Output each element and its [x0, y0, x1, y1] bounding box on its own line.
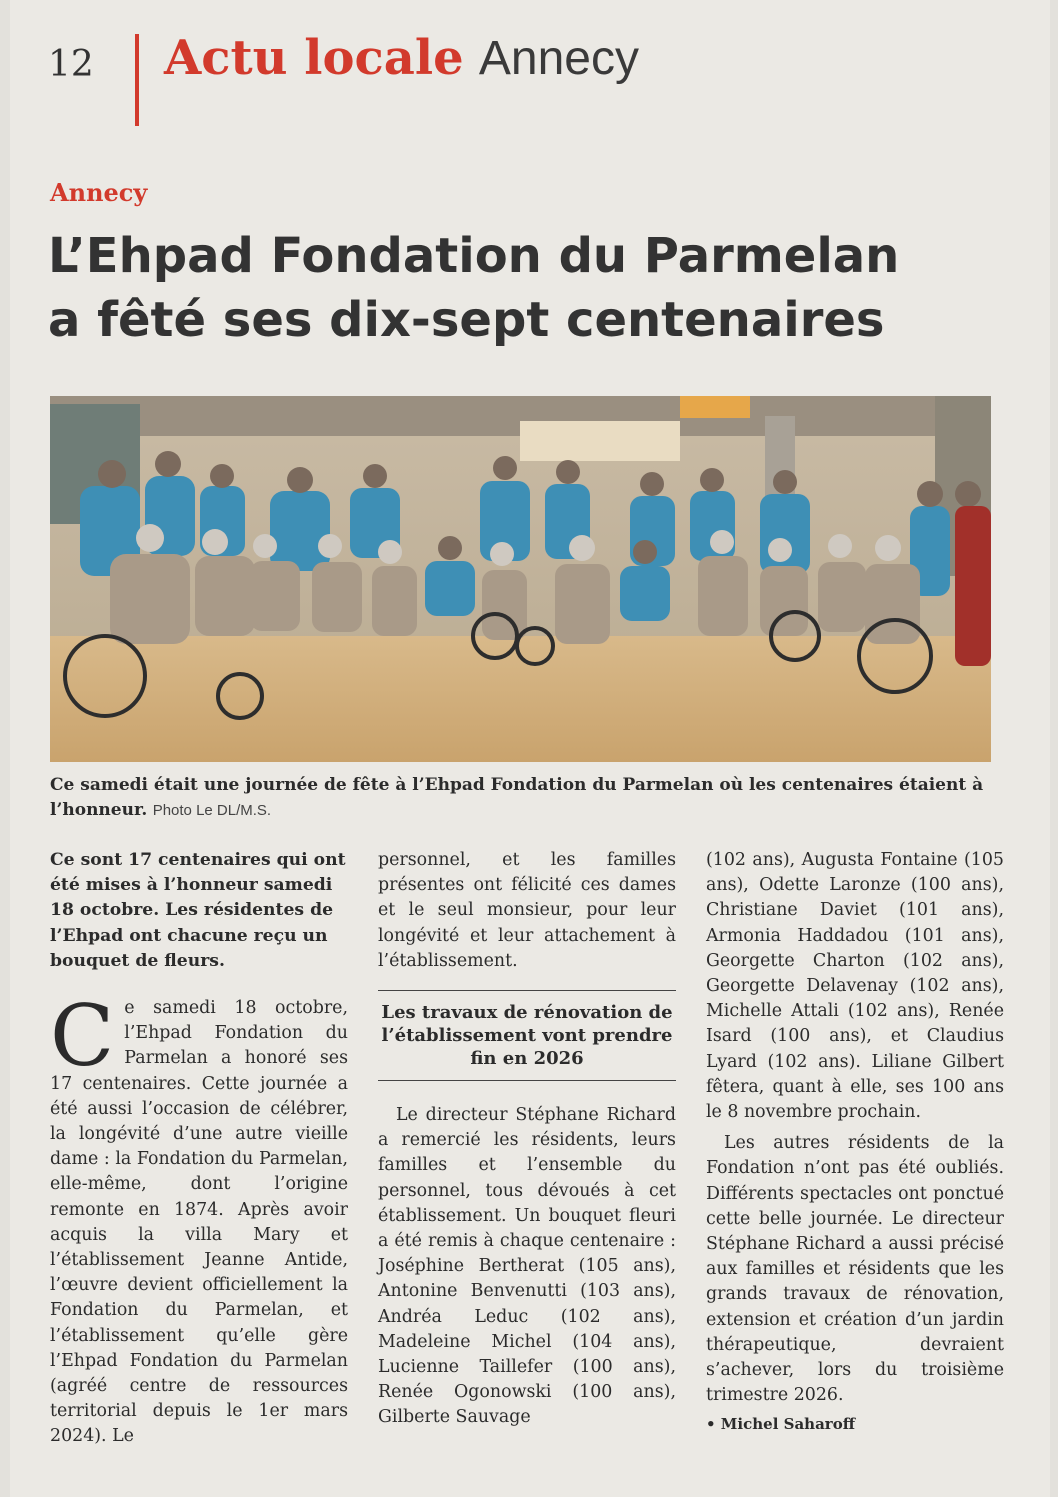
- article-column-2: [378, 848, 676, 1431]
- headline-line-2: a fêté ses dix-sept centenaires: [48, 292, 885, 348]
- article-paragraph-2: personnel, et les familles présentes ont félicité ces dames et le seul monsieur, pour leur longévité et leur attachement à l’établissement.: [378, 850, 676, 971]
- group-photo-illustration: [50, 396, 991, 762]
- page-number: 12: [48, 44, 94, 85]
- rubric-header: [164, 30, 639, 86]
- article-kicker: Annecy: [50, 178, 148, 207]
- article-paragraph-1: [50, 987, 348, 1450]
- rubric-label: Actu locale: [164, 30, 464, 86]
- article-paragraph-4: (102 ans), Augusta Fontaine (105 ans), Odette Laronze (100 ans), Christiane Daviet (101 ans), Armonia Haddadou (101 ans), Georgette Charton (102 ans), Georgette Delavenay (102 ans), Michelle Attali (102 ans), Renée Isard (100 ans), et Claudius Lyard (102 ans). Liliane Gilbert fêtera, quant à elle, ses 100 ans le 8 novembre prochain.: [706, 850, 1004, 1123]
- rubric-divider: [135, 34, 139, 126]
- article-signature: • Michel Saharoff: [706, 1415, 856, 1434]
- caption-text: Ce samedi était une journée de fête à l’Ehpad Fondation du Parmelan où les centenaires étaient à l’honneur.: [50, 775, 984, 820]
- newspaper-page: [10, 0, 1050, 1497]
- article-headline: [48, 224, 1028, 352]
- photo-caption: [50, 773, 1010, 823]
- group-photo: [50, 396, 991, 762]
- article-lead: Ce sont 17 centenaires qui ont été mises à l’honneur samedi 18 octobre. Les résidentes de l’Ehpad ont chacune reçu un bouquet de fleurs.: [50, 850, 346, 971]
- article-paragraph-3: Le directeur Stéphane Richard a remercié les résidents, leurs familles et l’ensemble du personnel, tous dévoués à cet établissement. Un bouquet fleuri a été remis à chaque centenaire : Joséphine Bertherat (105 ans), Antonine Benvenutti (103 ans), Andréa Leduc (102 ans), Madeleine Michel (104 ans), Lucienne Taillefer (100 ans), Renée Ogonowski (100 ans), Gilberte Sauvage: [378, 1105, 676, 1428]
- article-intertitle: Les travaux de rénovation de l’établissement vont prendre fin en 2026: [378, 990, 676, 1081]
- rubric-city: Annecy: [478, 32, 639, 85]
- article-column-1: [50, 848, 348, 1450]
- headline-line-1: L’Ehpad Fondation du Parmelan: [48, 228, 900, 284]
- photo-credit: Photo Le DL/M.S.: [152, 802, 272, 819]
- article-column-3: [706, 848, 1004, 1438]
- article-paragraph-5: Les autres résidents de la Fondation n’ont pas été oubliés. Différents spectacles ont ponctué cette belle journée. Le directeur Stéphane Richard a aussi précisé aux familles et résidents que les grands travaux de rénovation, extension et création d’un jardin thérapeutique, devraient s’achever, lors du troisième trimestre 2026.: [706, 1133, 1004, 1406]
- drop-cap: C: [50, 987, 115, 1086]
- paragraph-1-text: e samedi 18 octobre, l’Ehpad Fondation du Parmelan a honoré ses 17 centenaires. Cette journée a été aussi l’occasion de célébrer, la longévité d’une autre vieille dame : la Fondation du Parmelan, elle-même, dont l’origine remonte en 1874. Après avoir acquis la villa Mary et l’établissement Jeanne Antide, l’œuvre devient officiellement la Fondation du Parmelan, et l’établissement qu’elle gère l’Ehpad Fondation du Parmelan (agréé centre de ressources territorial depuis le 1er mars 2024). Le: [50, 998, 348, 1447]
